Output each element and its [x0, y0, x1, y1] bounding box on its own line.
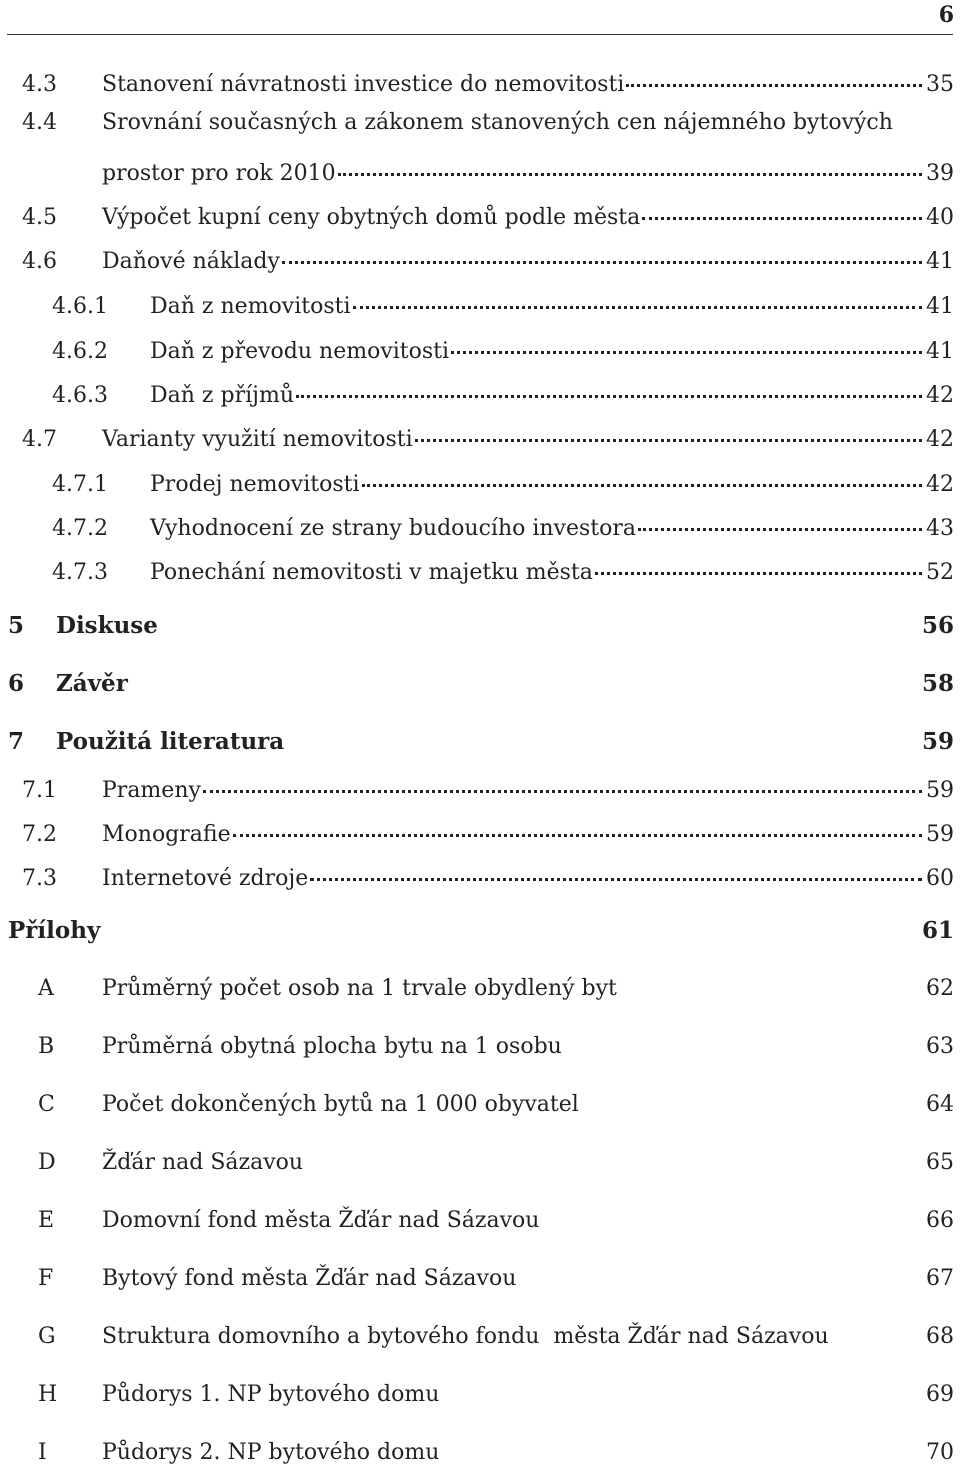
toc-entry-page: 52 — [926, 560, 954, 585]
toc-entry-number: 4.6 — [22, 249, 57, 274]
toc-appendix-title: Půdorys 1. NP bytového domu — [102, 1382, 440, 1407]
toc-appendix-letter: A — [38, 976, 54, 1001]
dot-leader — [233, 812, 922, 837]
toc-chapter-page: 58 — [921, 670, 954, 697]
toc-entry-title: Monografie — [102, 822, 231, 847]
toc-appendix-letter: D — [38, 1150, 56, 1175]
toc-entry-title: Daň z nemovitosti — [150, 294, 351, 319]
toc-appendix-page: 67 — [926, 1266, 954, 1291]
toc-entry-page: 59 — [926, 778, 954, 803]
toc-entry[interactable] — [0, 66, 960, 97]
toc-entry-title: Prameny — [102, 778, 201, 803]
dot-leader — [362, 462, 923, 487]
dot-leader — [638, 506, 922, 531]
toc-appendix-letter: I — [38, 1440, 47, 1465]
toc-appendix-page: 69 — [926, 1382, 954, 1407]
toc-entry-page: 42 — [926, 427, 954, 452]
toc-entry-number: 4.6.2 — [52, 339, 108, 364]
toc-entry-number: 4.4 — [22, 110, 57, 135]
toc-appendix-page: 65 — [926, 1150, 954, 1175]
toc-appendix-letter: B — [38, 1034, 55, 1059]
toc-entry-page: 60 — [926, 866, 954, 891]
toc-entry[interactable] — [0, 860, 960, 891]
dot-leader — [203, 768, 922, 793]
toc-appendix[interactable] — [0, 1440, 960, 1465]
toc-entry-number: 4.6.1 — [52, 294, 108, 319]
toc-entry-continuation[interactable] — [0, 155, 960, 186]
toc-chapter-page: 59 — [921, 728, 954, 755]
toc-appendix-letter: C — [38, 1092, 55, 1117]
toc-appendix-letter: H — [38, 1382, 58, 1407]
toc-chapter-title: Závěr — [56, 670, 128, 697]
toc-appendix-page: 62 — [926, 976, 954, 1001]
toc-entry-page: 35 — [926, 72, 954, 97]
toc-chapter-number: 6 — [8, 670, 25, 697]
toc-chapter[interactable] — [0, 728, 960, 755]
toc-entry-title: Výpočet kupní ceny obytných domů podle města — [102, 205, 641, 230]
toc-appendix[interactable] — [0, 1382, 960, 1407]
toc-appendix-title: Domovní fond města Žďár nad Sázavou — [102, 1208, 540, 1233]
toc-appendix-letter: G — [38, 1324, 56, 1349]
toc-appendix-heading-title: Přílohy — [8, 917, 101, 944]
toc-entry[interactable] — [0, 199, 960, 230]
toc-entry[interactable] — [0, 772, 960, 803]
toc-entry-number: 4.7.1 — [52, 472, 108, 497]
toc-appendix-title: Půdorys 2. NP bytového domu — [102, 1440, 440, 1465]
dot-leader — [642, 195, 922, 220]
toc-entry-number: 4.7 — [22, 427, 57, 452]
toc-appendix-title: Struktura domovního a bytového fondu města Žďár nad Sázavou — [102, 1324, 829, 1349]
toc-entry[interactable] — [0, 377, 960, 408]
toc-entry-title-continued: prostor pro rok 2010 — [102, 161, 336, 186]
toc-entry[interactable] — [0, 554, 960, 585]
toc-entry-number: 7.1 — [22, 778, 57, 803]
dot-leader — [595, 550, 922, 575]
toc-entry-title: Daň z převodu nemovitosti — [150, 339, 450, 364]
toc-appendix[interactable] — [0, 976, 960, 1001]
toc-entry-page: 41 — [926, 249, 954, 274]
toc-chapter-number: 5 — [8, 612, 25, 639]
toc-entry-title: Stanovení návratnosti investice do nemovitosti — [102, 72, 625, 97]
dot-leader — [282, 239, 922, 264]
toc-entry[interactable] — [0, 288, 960, 319]
toc-entry-number: 7.3 — [22, 866, 57, 891]
toc-appendix-heading[interactable] — [0, 917, 960, 944]
toc-entry-title: Varianty využití nemovitosti — [102, 427, 413, 452]
toc-entry-page: 43 — [926, 516, 954, 541]
toc-entry-title: Internetové zdroje — [102, 866, 309, 891]
toc-entry-page: 41 — [926, 294, 954, 319]
toc-appendix-title: Průměrná obytná plocha bytu na 1 osobu — [102, 1034, 562, 1059]
toc-entry[interactable] — [0, 243, 960, 274]
toc-entry-number: 7.2 — [22, 822, 57, 847]
toc-chapter-title: Použitá literatura — [56, 728, 285, 755]
toc-entry-number: 4.3 — [22, 72, 57, 97]
toc-entry-number: 4.7.3 — [52, 560, 108, 585]
toc-appendix-page: 64 — [926, 1092, 954, 1117]
toc-entry-title: Srovnání současných a zákonem stanovených cen nájemného bytových — [102, 110, 893, 135]
toc-appendix[interactable] — [0, 1092, 960, 1117]
toc-entry-page: 41 — [926, 339, 954, 364]
toc-entry-number: 4.7.2 — [52, 516, 108, 541]
toc-entry-title: Ponechání nemovitosti v majetku města — [150, 560, 593, 585]
toc-appendix[interactable] — [0, 1324, 960, 1349]
toc-appendix-letter: E — [38, 1208, 55, 1233]
toc-entry-title: Daňové náklady — [102, 249, 280, 274]
toc-entry[interactable] — [0, 333, 960, 364]
dot-leader — [296, 373, 922, 398]
toc-chapter[interactable] — [0, 670, 960, 697]
toc-chapter-page: 56 — [921, 612, 954, 639]
dot-leader — [415, 417, 922, 442]
toc-entry[interactable] — [0, 510, 960, 541]
toc-entry-number: 4.5 — [22, 205, 57, 230]
toc-appendix[interactable] — [0, 1266, 960, 1291]
toc-appendix-title: Počet dokončených bytů na 1 000 obyvatel — [102, 1092, 579, 1117]
toc-appendix-letter: F — [38, 1266, 54, 1291]
toc-appendix-page: 70 — [926, 1440, 954, 1465]
page-number: 6 — [938, 2, 954, 28]
toc-appendix-page: 63 — [926, 1034, 954, 1059]
toc-appendix[interactable] — [0, 1208, 960, 1233]
toc-entry-title: Daň z příjmů — [150, 383, 294, 408]
toc-appendix-page: 66 — [926, 1208, 954, 1233]
toc-entry-page: 42 — [926, 383, 954, 408]
dot-leader — [353, 284, 922, 309]
dot-leader — [626, 62, 922, 87]
toc-chapter[interactable] — [0, 612, 960, 639]
toc-entry-number: 4.6.3 — [52, 383, 108, 408]
toc-entry[interactable] — [0, 466, 960, 497]
toc-entry-title: Vyhodnocení ze strany budoucího investora — [150, 516, 637, 541]
toc-appendix-title: Žďár nad Sázavou — [102, 1150, 304, 1175]
toc-appendix-title: Průměrný počet osob na 1 trvale obydlený byt — [102, 976, 617, 1001]
dot-leader — [310, 856, 922, 881]
toc-entry-page: 39 — [926, 161, 954, 186]
toc-entry[interactable] — [0, 816, 960, 847]
toc-chapter-number: 7 — [8, 728, 25, 755]
dot-leader — [451, 329, 922, 354]
toc-entry-page: 42 — [926, 472, 954, 497]
header-rule — [7, 34, 953, 35]
toc-entry-title: Prodej nemovitosti — [150, 472, 360, 497]
toc-appendix-heading-page: 61 — [921, 917, 954, 944]
toc-entry[interactable] — [0, 421, 960, 452]
toc-entry-page: 59 — [926, 822, 954, 847]
toc-chapter-title: Diskuse — [56, 612, 158, 639]
toc-appendix[interactable] — [0, 1150, 960, 1175]
dot-leader — [338, 151, 922, 176]
toc-appendix[interactable] — [0, 1034, 960, 1059]
toc-appendix-page: 68 — [926, 1324, 954, 1349]
toc-appendix-title: Bytový fond města Žďár nad Sázavou — [102, 1266, 517, 1291]
toc-entry-page: 40 — [926, 205, 954, 230]
toc-entry[interactable] — [0, 110, 960, 135]
